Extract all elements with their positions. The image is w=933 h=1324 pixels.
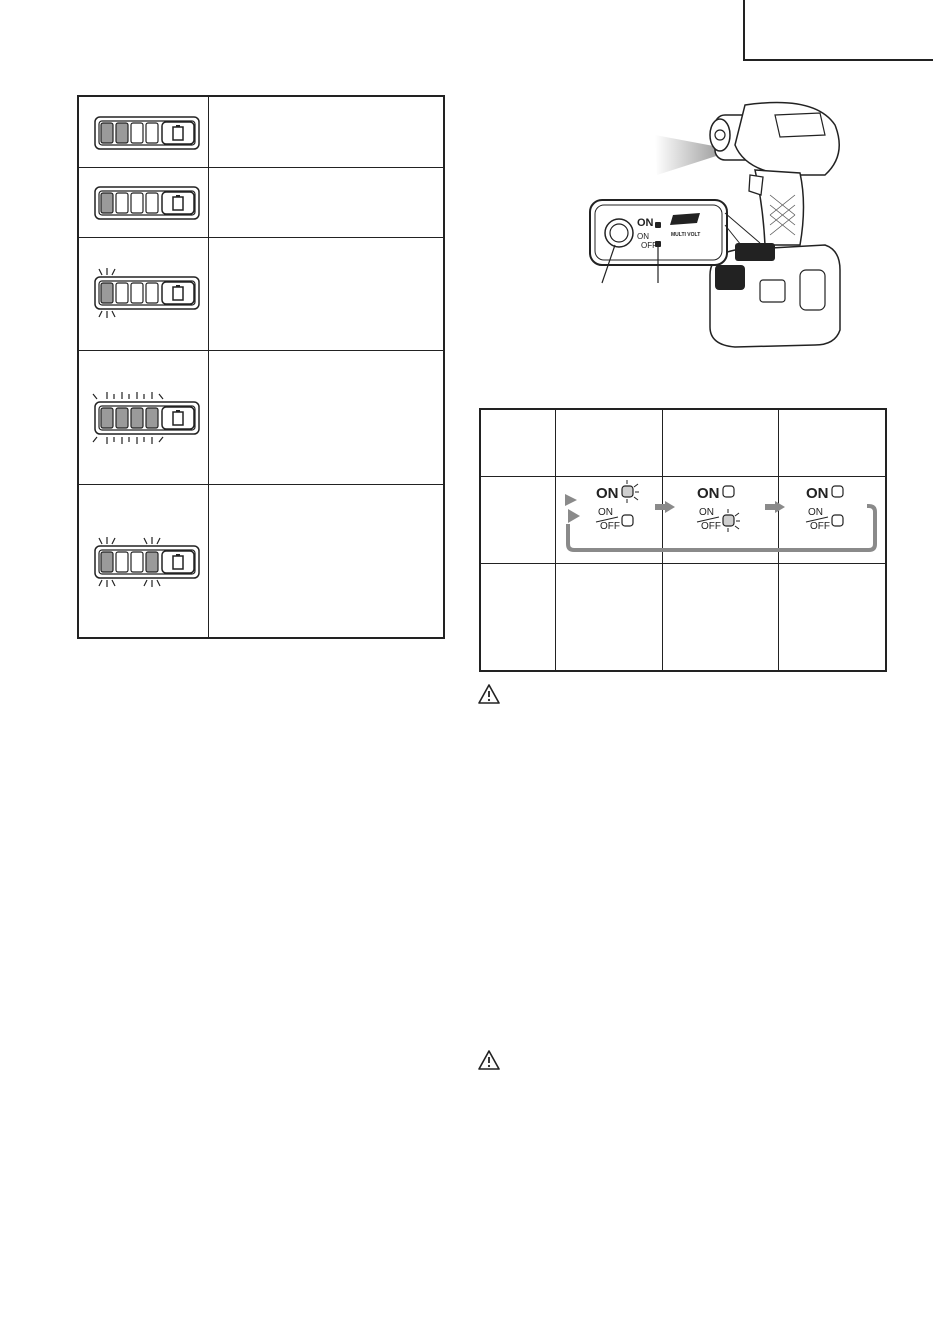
battery-gauge-icon: [79, 167, 208, 237]
mode2-on-small-label: ON: [699, 507, 714, 518]
mode2-on-label: ON: [697, 485, 720, 502]
mode1-on-small-label: ON: [598, 507, 613, 518]
battery-gauge-icon: [79, 237, 208, 350]
mode2-off-small-label: OFF: [701, 521, 721, 532]
battery-indicator-table: [77, 95, 445, 639]
panel-brand-label: MULTI VOLT: [671, 232, 701, 238]
impact-driver-illustration: [585, 95, 860, 350]
battery-gauge-icon: [79, 484, 208, 639]
panel-on-small-label: ON: [637, 232, 649, 241]
battery-row-one-blinking: [79, 237, 208, 350]
panel-off-small-label: OFF: [641, 241, 657, 250]
battery-gauge-icon: [79, 97, 208, 167]
mode3-on-small-label: ON: [808, 507, 823, 518]
mode3-off-small-label: OFF: [810, 521, 830, 532]
warning-triangle-icon: [478, 684, 500, 704]
mode3-on-label: ON: [806, 485, 829, 502]
battery-gauge-icon: [79, 350, 208, 484]
battery-row-first-and-fourth-blinking: [79, 484, 208, 639]
warning-triangle-icon: [478, 1050, 500, 1070]
panel-on-label: ON: [637, 217, 654, 229]
mode1-on-label: ON: [596, 485, 619, 502]
battery-row-one-lit: [79, 167, 208, 237]
corner-tab: [743, 0, 933, 61]
cycle-arrow-head-icon: [565, 494, 577, 506]
battery-row-all-blinking: [79, 350, 208, 484]
mode1-off-small-label: OFF: [600, 521, 620, 532]
battery-row-two-lit: [79, 97, 208, 167]
